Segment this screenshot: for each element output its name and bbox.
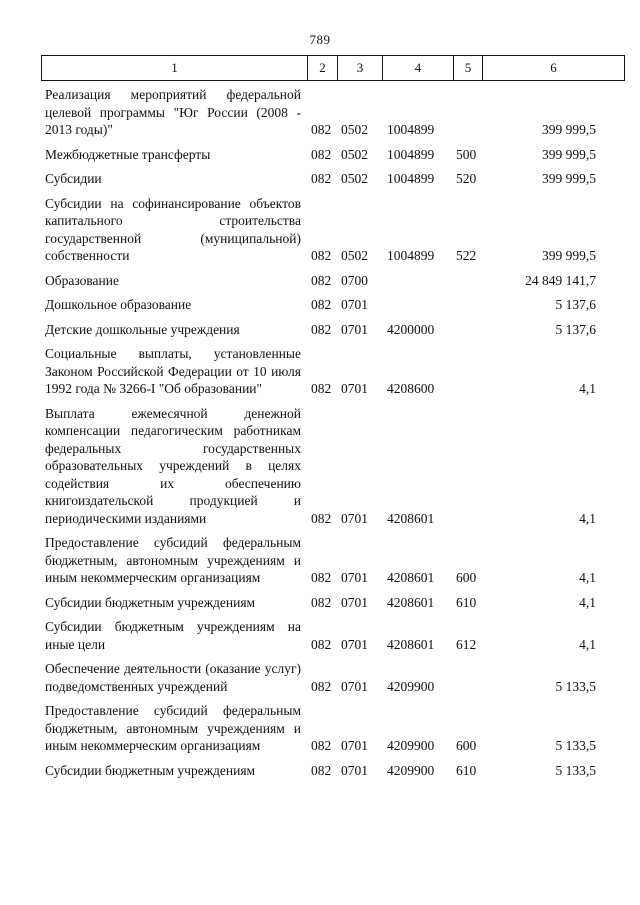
row-ministry-code: 082 bbox=[311, 678, 332, 694]
row-expense-type: 522 bbox=[456, 248, 477, 263]
row-name: Субсидии на софинансирование объектов капитального строительства государственной (муниципальной) собственности bbox=[45, 195, 301, 263]
row-expense-type bbox=[453, 660, 482, 695]
row-name: Реализация мероприятий федеральной целевой программы "Юг России (2008 - 2013 годы)" bbox=[45, 87, 301, 137]
row-expense-type: 610 bbox=[456, 594, 477, 610]
row-ministry-code: 082 bbox=[311, 321, 332, 337]
row-ministry-code: 082 bbox=[311, 762, 332, 778]
table-row bbox=[41, 702, 624, 755]
row-expense-type bbox=[453, 345, 482, 398]
row-spacer bbox=[41, 611, 624, 618]
row-target-article: 1004899 bbox=[387, 171, 435, 186]
row-amount: 5 137,6 bbox=[555, 321, 596, 337]
row-section-code: 0502 bbox=[341, 122, 368, 137]
row-target-article: 4208600 bbox=[387, 381, 435, 396]
row-section-code: 0701 bbox=[341, 738, 368, 753]
row-name: Социальные выплаты, установленные Законом Российской Федерации от 10 июля 1992 года № 3266-I "Об образовании" bbox=[45, 346, 301, 396]
row-name: Обеспечение деятельности (оказание услуг) подведомственных учреждений bbox=[45, 661, 301, 694]
row-target-article: 4208601 bbox=[387, 570, 435, 585]
row-amount: 4,1 bbox=[579, 594, 596, 610]
table-row bbox=[41, 296, 624, 314]
row-name: Детские дошкольные учреждения bbox=[45, 321, 240, 337]
row-ministry-code: 082 bbox=[311, 248, 332, 263]
row-expense-type bbox=[453, 405, 482, 528]
row-ministry-code: 082 bbox=[311, 146, 332, 162]
row-ministry-code: 082 bbox=[311, 738, 332, 753]
row-spacer bbox=[41, 265, 624, 272]
column-header-4: 4 bbox=[383, 56, 454, 81]
row-expense-type: 500 bbox=[456, 146, 477, 162]
column-header-2: 2 bbox=[308, 56, 338, 81]
row-amount: 4,1 bbox=[579, 510, 596, 526]
row-target-article: 4209900 bbox=[387, 762, 435, 778]
row-target-article: 4208601 bbox=[387, 594, 435, 610]
row-expense-type bbox=[453, 296, 482, 314]
row-ministry-code: 082 bbox=[311, 381, 332, 396]
row-expense-type: 600 bbox=[456, 738, 477, 753]
row-section-code: 0502 bbox=[341, 171, 368, 186]
row-target-article: 1004899 bbox=[387, 122, 435, 137]
row-expense-type: 612 bbox=[456, 636, 477, 652]
page-number: 789 bbox=[309, 32, 331, 47]
row-amount: 4,1 bbox=[579, 381, 596, 396]
row-ministry-code: 082 bbox=[311, 510, 332, 526]
row-ministry-code: 082 bbox=[311, 122, 332, 137]
row-target-article bbox=[382, 296, 453, 314]
row-expense-type: 520 bbox=[456, 171, 477, 186]
row-name: Предоставление субсидий федеральным бюджетным, автономным учреждениям и иным некоммерческим организациям bbox=[45, 535, 301, 585]
row-section-code: 0700 bbox=[341, 272, 368, 288]
row-section-code: 0502 bbox=[341, 146, 368, 162]
row-amount: 24 849 141,7 bbox=[525, 272, 596, 288]
table-row bbox=[41, 321, 624, 339]
row-spacer bbox=[41, 163, 624, 170]
column-header-6: 6 bbox=[483, 56, 625, 81]
row-spacer bbox=[41, 289, 624, 296]
row-ministry-code: 082 bbox=[311, 594, 332, 610]
row-target-article: 4208601 bbox=[387, 510, 435, 526]
row-target-article: 1004899 bbox=[387, 146, 435, 162]
row-target-article: 4209900 bbox=[387, 738, 435, 753]
row-spacer bbox=[41, 653, 624, 660]
table-row bbox=[41, 534, 624, 587]
column-header-5: 5 bbox=[454, 56, 483, 81]
row-section-code: 0701 bbox=[341, 570, 368, 585]
row-target-article bbox=[382, 272, 453, 290]
row-section-code: 0701 bbox=[341, 762, 368, 778]
table-row bbox=[41, 195, 624, 265]
row-spacer bbox=[41, 139, 624, 146]
row-amount: 5 133,5 bbox=[555, 738, 596, 753]
row-spacer bbox=[41, 314, 624, 321]
row-section-code: 0701 bbox=[341, 381, 368, 396]
row-expense-type bbox=[453, 86, 482, 139]
table-row bbox=[41, 660, 624, 695]
row-amount: 5 133,5 bbox=[555, 678, 596, 694]
row-amount: 4,1 bbox=[579, 636, 596, 652]
row-expense-type: 610 bbox=[456, 762, 477, 778]
row-spacer bbox=[41, 695, 624, 702]
row-name: Образование bbox=[45, 272, 119, 288]
table-row bbox=[41, 405, 624, 528]
column-header-row bbox=[41, 55, 625, 81]
row-ministry-code: 082 bbox=[311, 570, 332, 585]
row-section-code: 0502 bbox=[341, 248, 368, 263]
row-amount: 5 137,6 bbox=[555, 297, 596, 312]
row-target-article: 4208601 bbox=[387, 636, 435, 652]
table-row bbox=[41, 345, 624, 398]
row-spacer bbox=[41, 338, 624, 345]
budget-table bbox=[41, 86, 624, 779]
table-row bbox=[41, 170, 624, 188]
row-name: Предоставление субсидий федеральным бюджетным, автономным учреждениям и иным некоммерческим организациям bbox=[45, 703, 301, 753]
table-row bbox=[41, 272, 624, 290]
row-ministry-code: 082 bbox=[311, 636, 332, 652]
row-section-code: 0701 bbox=[341, 297, 368, 312]
row-amount: 399 999,5 bbox=[542, 146, 596, 162]
row-spacer bbox=[41, 587, 624, 594]
row-name: Субсидии бюджетным учреждениям bbox=[45, 594, 256, 610]
row-amount: 399 999,5 bbox=[542, 248, 596, 263]
row-name: Выплата ежемесячной денежной компенсации педагогическим работникам федеральных государственных образовательных учреждений в целях содействия их обеспечению книгоиздательской продукцией и периодическими изданиями bbox=[45, 405, 301, 526]
row-name: Субсидии bbox=[45, 171, 102, 186]
row-name: Субсидии бюджетным учреждениям на иные цели bbox=[45, 619, 301, 652]
row-ministry-code: 082 bbox=[311, 272, 332, 288]
row-section-code: 0701 bbox=[341, 510, 368, 526]
row-expense-type bbox=[453, 272, 482, 290]
row-section-code: 0701 bbox=[341, 321, 368, 337]
row-name: Субсидии бюджетным учреждениям bbox=[45, 762, 256, 778]
row-target-article: 4200000 bbox=[387, 321, 435, 337]
row-amount: 399 999,5 bbox=[542, 122, 596, 137]
row-name: Межбюджетные трансферты bbox=[45, 146, 211, 162]
row-expense-type bbox=[453, 321, 482, 339]
row-amount: 399 999,5 bbox=[542, 171, 596, 186]
row-spacer bbox=[41, 188, 624, 195]
row-spacer bbox=[41, 398, 624, 405]
row-target-article: 4209900 bbox=[387, 678, 435, 694]
table-row bbox=[41, 594, 624, 612]
row-spacer bbox=[41, 755, 624, 762]
row-section-code: 0701 bbox=[341, 636, 368, 652]
row-expense-type: 600 bbox=[456, 570, 477, 585]
row-target-article: 1004899 bbox=[387, 248, 435, 263]
table-row bbox=[41, 762, 624, 780]
table-row bbox=[41, 146, 624, 164]
column-header-1: 1 bbox=[42, 56, 308, 81]
column-header-3: 3 bbox=[338, 56, 383, 81]
row-spacer bbox=[41, 527, 624, 534]
table-row bbox=[41, 618, 624, 653]
row-ministry-code: 082 bbox=[311, 171, 332, 186]
row-amount: 4,1 bbox=[579, 570, 596, 585]
row-section-code: 0701 bbox=[341, 678, 368, 694]
table-row bbox=[41, 86, 624, 139]
row-ministry-code: 082 bbox=[311, 297, 332, 312]
row-name: Дошкольное образование bbox=[45, 297, 192, 312]
row-section-code: 0701 bbox=[341, 594, 368, 610]
row-amount: 5 133,5 bbox=[555, 762, 596, 778]
